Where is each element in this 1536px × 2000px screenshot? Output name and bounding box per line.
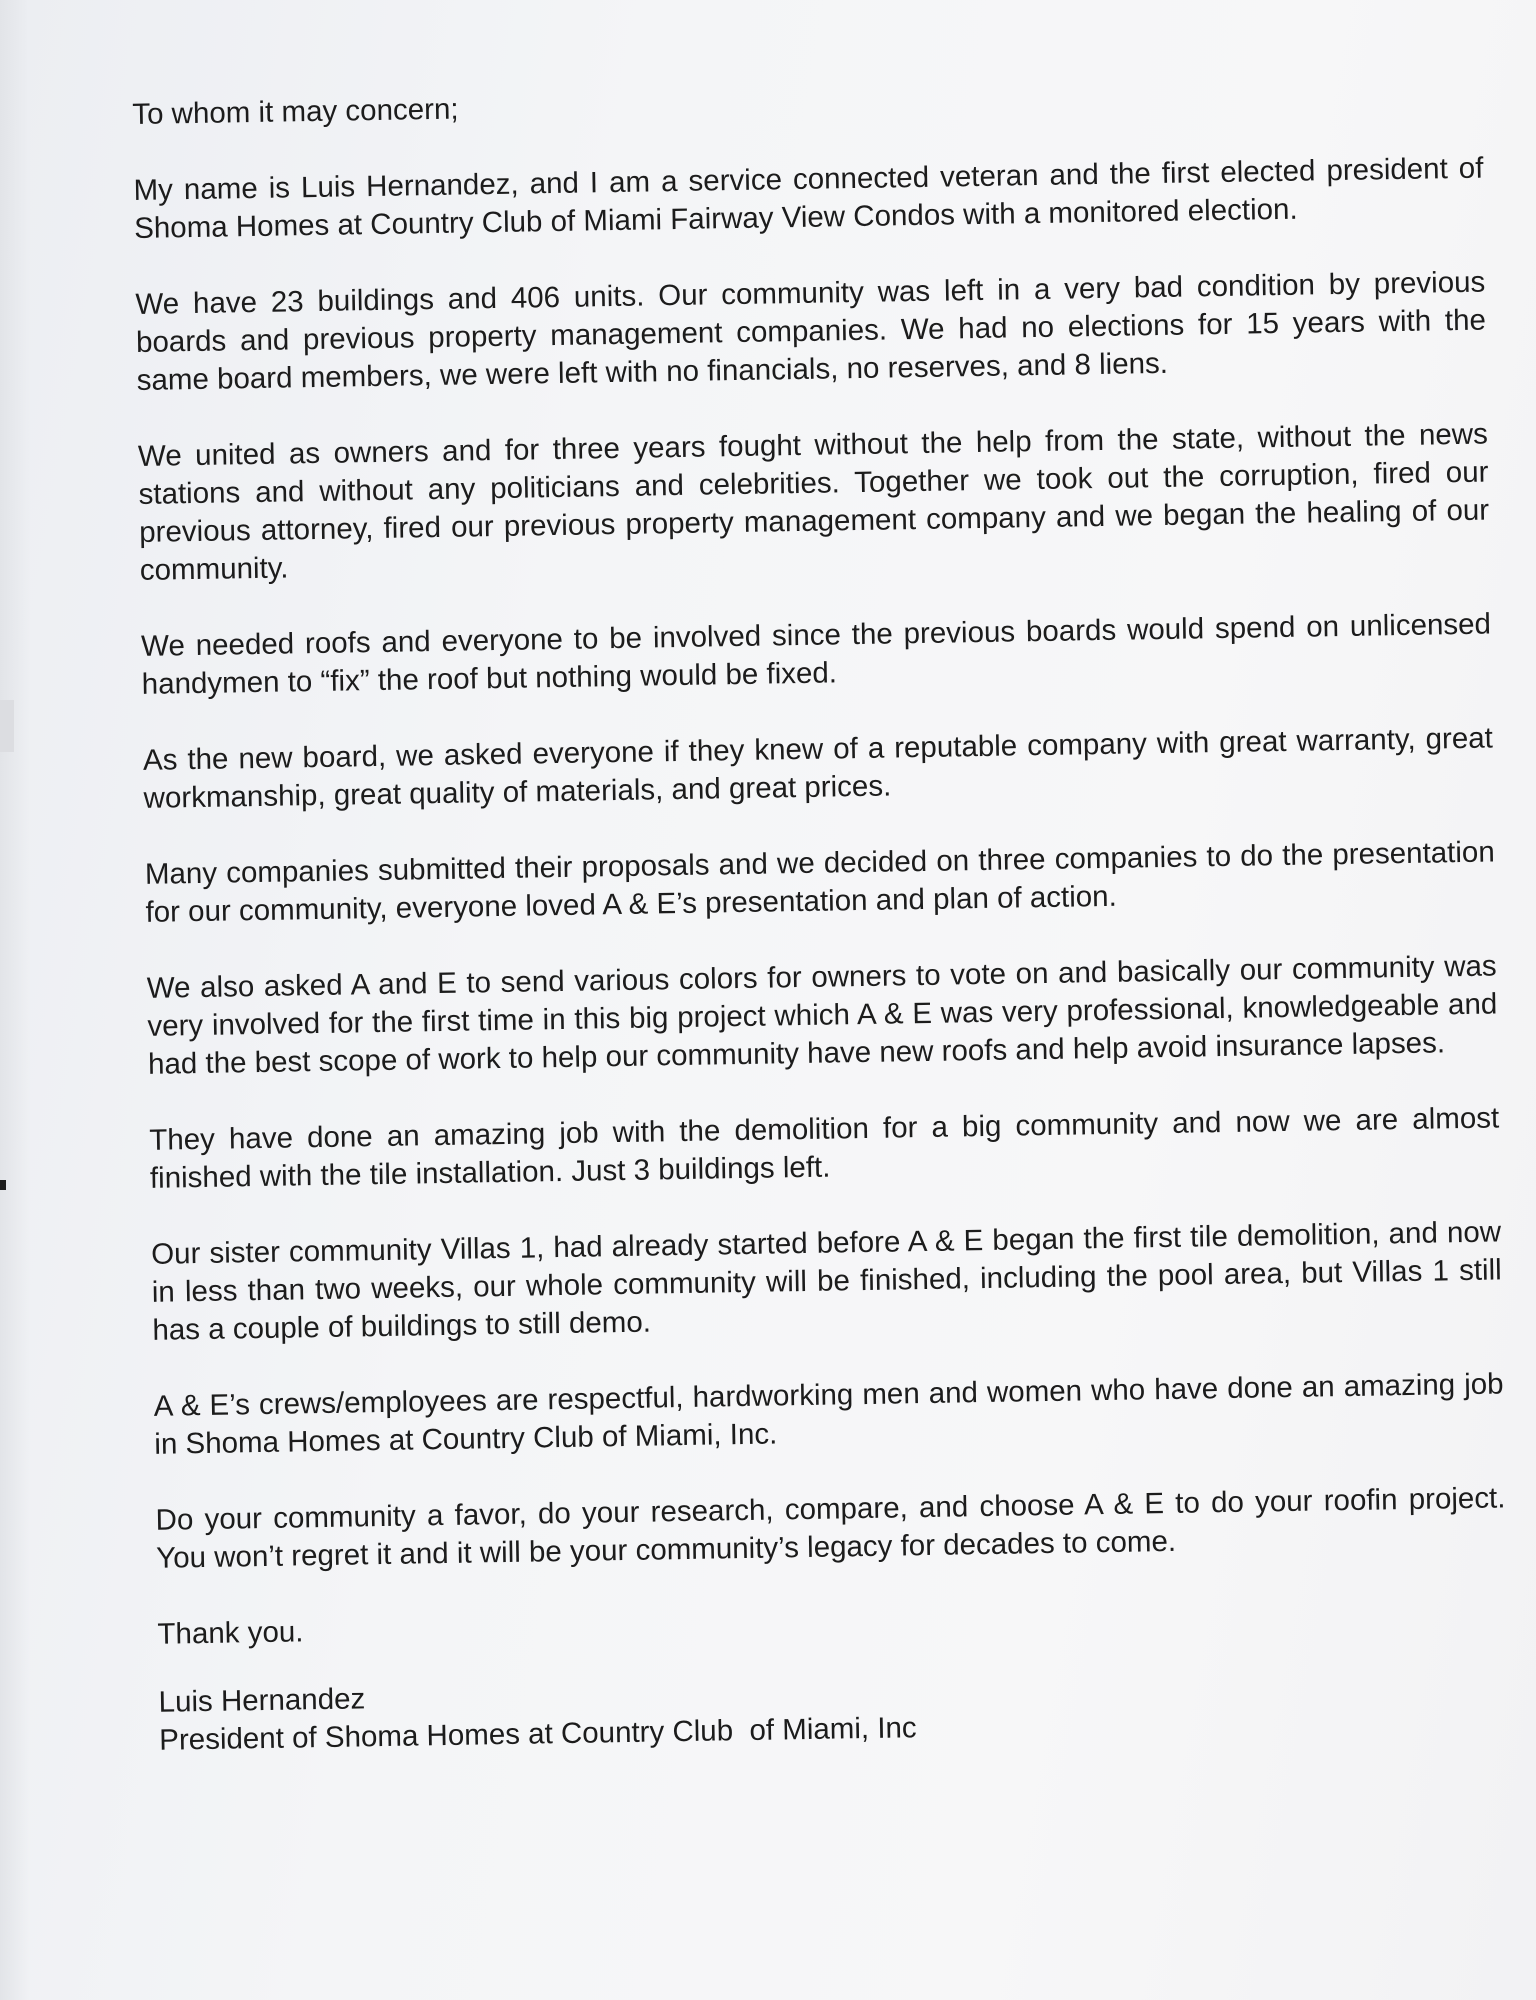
letter-paragraph: A & E’s crews/employees are respectful, hardworking men and women who have done an amazing job in Shoma Homes at Country Club of Miami, Inc.: [153, 1367, 1504, 1461]
letter-closing: Thank you.: [157, 1615, 304, 1651]
letter-paragraph: We also asked A and E to send various colors for owners to vote on and basically our community was very involved for the first time in this big project which A & E was very professional, knowledgeable and had the best scope of work to help our community have new roofs and help avoid insurance lapses.: [146, 949, 1498, 1081]
letter-paragraph: We needed roofs and everyone to be involved since the previous boards would spend on unlicensed handymen to “fix” the roof but nothing would be fixed.: [140, 607, 1492, 701]
letter-paragraph: We united as owners and for three years fought without the help from the state, without the news stations and without any politicians and celebrities. Together we took out the corruption, fired our previous attorney, fired our previous property management company and we began the healing of our community.: [137, 417, 1490, 587]
letter-paragraph: As the new board, we asked everyone if they knew of a reputable company with great warranty, great workmanship, great quality of materials, and great prices.: [142, 721, 1494, 815]
signature-name: Luis Hernandez: [158, 1682, 366, 1719]
letter-greeting: To whom it may concern;: [132, 92, 459, 131]
letter-paragraph: My name is Luis Hernandez, and I am a service connected veteran and the first elected president of Shoma Homes at Country Club of Miami Fairway View Condos with a monitored election.: [133, 151, 1484, 245]
letter-paragraph: We have 23 buildings and 406 units. Our community was left in a very bad condition by previous boards and previous property management companies. We had no elections for 15 years with the same board members, we were left with no financials, no reserves, and 8 liens.: [135, 265, 1487, 397]
margin-mark: [0, 1180, 6, 1190]
letter-paragraph: Do your community a favor, do your research, compare, and choose A & E to do your roofin project. You won’t regret it and it will be your community’s legacy for decades to come.: [155, 1481, 1506, 1575]
letter-paragraph: Many companies submitted their proposals and we decided on three companies to do the presentation for our community, everyone loved A & E’s presentation and plan of action.: [144, 835, 1495, 929]
signature-title: President of Shoma Homes at Country Club of Miami, Inc: [158, 1711, 917, 1757]
page-edge-mark: [0, 700, 14, 752]
letter-paragraph: They have done an amazing job with the demolition for a big community and now we are almost finished with the tile installation. Just 3 buildings left.: [149, 1101, 1500, 1195]
page-edge-shadow: [0, 0, 30, 2000]
letter-body: [132, 74, 1509, 1760]
letter-paragraph: Our sister community Villas 1, had already started before A & E began the first tile demolition, and now in less than two weeks, our whole community will be finished, including the pool area, but Villas 1 still has a couple of buildings to still demo.: [150, 1215, 1502, 1347]
